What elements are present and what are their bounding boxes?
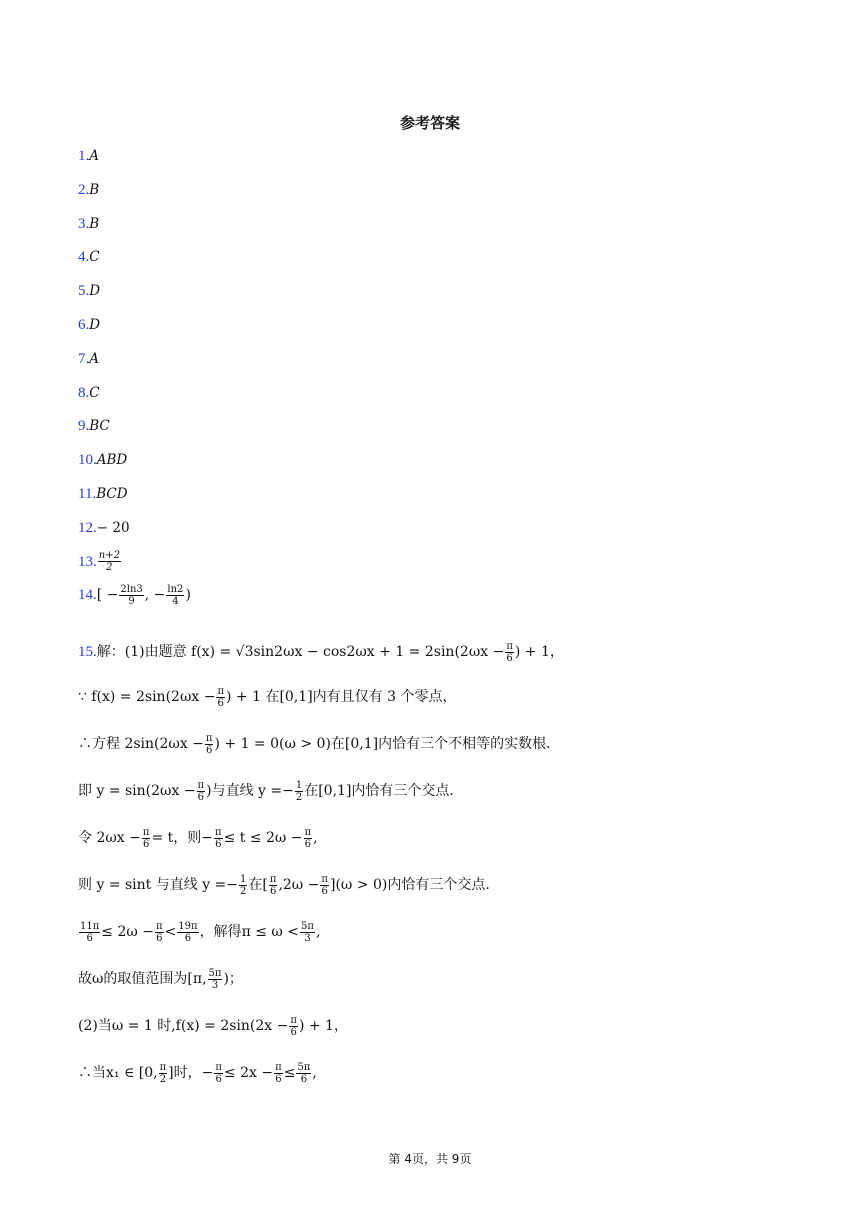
- denominator: 6: [86, 932, 93, 944]
- fraction: [505, 641, 514, 664]
- numerator: π: [155, 920, 163, 932]
- answer-value: A: [89, 148, 99, 164]
- denominator: 2: [240, 885, 247, 897]
- fraction: [155, 921, 164, 944]
- fraction: [289, 1015, 298, 1038]
- fraction: [216, 686, 225, 709]
- denominator: 6: [275, 1073, 282, 1085]
- answer-value: BC: [89, 418, 110, 435]
- fraction: [159, 1062, 168, 1085]
- numerator: π: [197, 779, 205, 791]
- math-text: ≤ 2ω −: [101, 924, 154, 940]
- math-text: ∴当x₁ ∈ [0,: [78, 1065, 158, 1081]
- fraction: [79, 921, 100, 944]
- numerator: π: [275, 1061, 282, 1073]
- numerator: 5π: [208, 967, 222, 979]
- fraction: [98, 550, 121, 573]
- numerator: 5π: [301, 920, 314, 932]
- math-text: )与直线 y =−: [206, 783, 294, 799]
- math-text: = t，则−: [151, 830, 213, 846]
- answer-value: C: [89, 249, 100, 266]
- denominator: 6: [321, 885, 328, 897]
- fraction: [269, 874, 278, 897]
- numerator: π: [205, 732, 213, 744]
- math-text: 解：(1)由题意 f(x) = √3sin2ωx − cos2ωx + 1 = 2sin(2ωx −: [96, 644, 505, 660]
- math-text: <: [164, 924, 177, 940]
- solution-line: [78, 873, 490, 897]
- answer-list: [78, 144, 191, 617]
- answer-number: 7.: [78, 350, 90, 367]
- numerator: ln2: [167, 583, 184, 595]
- fraction: [214, 1062, 223, 1085]
- numerator: π: [159, 1061, 167, 1073]
- numerator: π: [214, 826, 222, 838]
- solution-line: [78, 920, 320, 944]
- fraction: [166, 584, 184, 607]
- solution-line: [78, 826, 318, 850]
- denominator: 6: [184, 932, 192, 944]
- denominator: 6: [304, 838, 311, 850]
- denominator: 9: [128, 595, 135, 607]
- page-title: 参考答案: [399, 114, 460, 132]
- fraction: [304, 827, 313, 850]
- numerator: π: [215, 1061, 222, 1073]
- numerator: 11π: [80, 920, 100, 932]
- numerator: π: [217, 685, 225, 697]
- answer-item: [78, 347, 191, 381]
- numerator: 5π: [297, 1061, 311, 1073]
- denominator: 6: [142, 838, 150, 850]
- denominator: 6: [300, 1073, 308, 1085]
- math-text: 故ω的取值范围为[π,: [78, 971, 207, 987]
- answer-number: 11.: [78, 485, 97, 502]
- math-text: ]时，−: [168, 1065, 214, 1081]
- math-text: )；: [223, 971, 243, 987]
- denominator: 6: [215, 1073, 222, 1085]
- math-text: , −: [144, 587, 166, 604]
- answer-item: [78, 178, 191, 212]
- solution-line: [78, 685, 456, 709]
- fraction: [300, 921, 315, 944]
- answer-value: BCD: [96, 485, 128, 502]
- numerator: 1: [240, 873, 247, 885]
- page-footer: 第 4页，共 9页: [388, 1152, 472, 1166]
- fraction: [119, 584, 143, 607]
- numerator: n+2: [98, 550, 120, 562]
- answer-number: 9.: [78, 418, 90, 435]
- fraction: [239, 874, 247, 897]
- math-text: 则 y = sint 与直线 y =−: [78, 877, 239, 893]
- numerator: π: [506, 640, 513, 652]
- fraction: [214, 827, 223, 850]
- answer-number: 4.: [78, 249, 90, 266]
- answer-number: 8.: [78, 384, 90, 401]
- math-text: ,: [313, 830, 318, 846]
- answer-item: [78, 279, 191, 313]
- answer-number: 14.: [78, 587, 97, 604]
- solution-line: [78, 732, 551, 756]
- math-text: ) + 1 = 0(ω > 0)在[0,1]内恰有三个不相等的实数根.: [214, 736, 551, 752]
- answer-value: D: [89, 283, 101, 300]
- fraction: [205, 733, 214, 756]
- answer-item: [78, 144, 191, 178]
- answer-number: 5.: [78, 283, 90, 300]
- answer-value: C: [89, 384, 100, 401]
- answer-value: B: [89, 215, 100, 232]
- fraction: [296, 1062, 311, 1085]
- answer-number: 3.: [78, 215, 90, 232]
- denominator: 6: [269, 885, 277, 897]
- math-text: ∴方程 2sin(2ωx −: [78, 736, 204, 752]
- answer-item: [78, 482, 191, 516]
- math-text: 即 y = sin(2ωx −: [78, 783, 196, 799]
- solution-line: [78, 1014, 348, 1038]
- math-text: ≤ 2x −: [223, 1065, 274, 1081]
- fraction: [142, 827, 151, 850]
- fraction: [197, 780, 206, 803]
- solution-line: [78, 967, 243, 991]
- fraction: [320, 874, 329, 897]
- denominator: 6: [206, 744, 213, 756]
- answer-number: 13.: [78, 553, 97, 570]
- math-text: ](ω > 0)内恰有三个交点.: [329, 877, 490, 893]
- denominator: 4: [172, 595, 179, 607]
- answer-item: [78, 381, 191, 415]
- denominator: 6: [197, 791, 204, 803]
- answer-value: ABD: [96, 452, 128, 469]
- numerator: π: [304, 826, 312, 838]
- math-text: ≤ t ≤ 2ω −: [223, 830, 303, 846]
- answer-value: D: [89, 316, 101, 333]
- numerator: π: [269, 873, 277, 885]
- math-text: ) + 1，: [298, 1018, 348, 1034]
- answer-item: [78, 583, 191, 617]
- answer-item: [78, 516, 191, 550]
- answer-item: [78, 212, 191, 246]
- denominator: 3: [304, 932, 311, 944]
- denominator: 6: [506, 652, 513, 664]
- answer-value: A: [89, 350, 99, 367]
- answer-number: 10.: [78, 452, 97, 469]
- denominator: 2: [159, 1073, 167, 1085]
- math-text: (2)当ω = 1 时,f(x) = 2sin(2x −: [78, 1018, 289, 1034]
- math-text: ): [185, 587, 191, 604]
- numerator: π: [142, 826, 150, 838]
- math-text: ∵ f(x) = 2sin(2ωx −: [78, 689, 216, 705]
- math-text: ,: [312, 1065, 317, 1081]
- math-text: 令 2ωx −: [78, 830, 141, 846]
- solution-line: [78, 779, 454, 803]
- math-text: 在[0,1]内恰有三个交点.: [304, 783, 454, 799]
- fraction: [177, 921, 198, 944]
- numerator: 2ln3: [120, 583, 143, 595]
- numerator: 19π: [178, 920, 198, 932]
- fraction: [295, 780, 303, 803]
- fraction: [274, 1062, 283, 1085]
- answer-number: 2.: [78, 181, 90, 198]
- denominator: 6: [156, 932, 163, 944]
- denominator: 2: [295, 791, 303, 803]
- answer-number: 1.: [78, 148, 90, 164]
- denominator: 2: [106, 562, 113, 574]
- numerator: π: [321, 873, 328, 885]
- answer-number: 6.: [78, 316, 90, 333]
- answer-item: [78, 550, 191, 584]
- answer-item: [78, 245, 191, 279]
- answer-number: 12.: [78, 519, 97, 536]
- denominator: 6: [217, 697, 224, 709]
- answer-value: − 20: [96, 519, 130, 536]
- math-text: ) + 1 在[0,1]内有且仅有 3 个零点，: [226, 689, 457, 705]
- denominator: 3: [211, 979, 219, 991]
- answer-item: [78, 448, 191, 482]
- denominator: 6: [290, 1026, 297, 1038]
- denominator: 6: [215, 838, 222, 850]
- answer-item: [78, 313, 191, 347]
- numerator: π: [290, 1014, 297, 1026]
- solution-line: [78, 1061, 317, 1085]
- answer-value: B: [89, 181, 100, 198]
- math-text: ,2ω −: [278, 877, 320, 893]
- fraction: [208, 968, 223, 991]
- answer-item: [78, 414, 191, 448]
- math-text: ，解得π ≤ ω <: [199, 924, 300, 940]
- math-text: ) + 1，: [514, 644, 564, 660]
- solution-line: [78, 640, 564, 664]
- answer-number: 15.: [78, 644, 97, 660]
- math-text: 在[: [248, 877, 268, 893]
- math-text: ≤: [283, 1065, 296, 1081]
- math-text: [ −: [96, 587, 119, 604]
- numerator: 1: [295, 779, 303, 791]
- math-text: ,: [315, 924, 321, 940]
